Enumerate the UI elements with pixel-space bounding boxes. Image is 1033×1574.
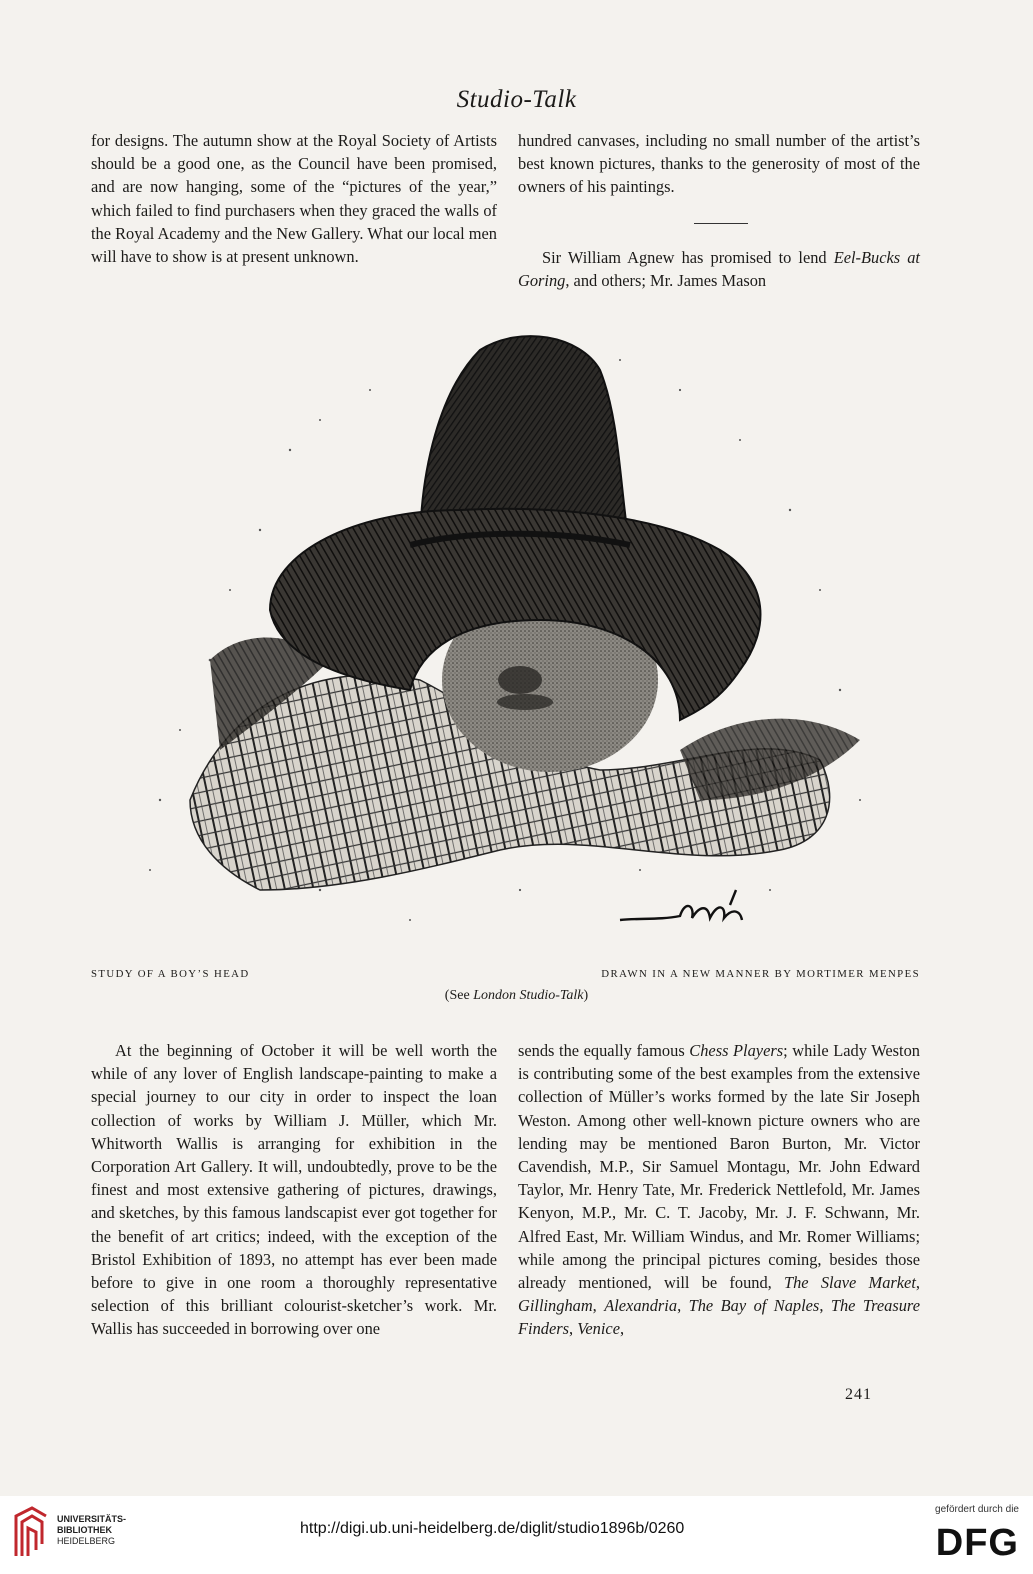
paragraph: sends the equally famous Chess Players; while Lady Weston is contributing some of the best examples from the extensive collection of Müller’s works formed by the late Sir Joseph Weston. Among other well-known picture owners who are lending may be mentioned Baron Burton, Mr. Victor Cavendish, M.P., Sir Samuel Montagu, Mr. John Edward Taylor, Mr. Henry Tate, Mr. Frederick Nettlefold, Mr. James Kenyon, M.P., Mr. C. T. Jacoby, Mr. J. F. Schwann, Mr. Alfred East, Mr. William Windus, and Mr. Romer Williams; while among the principal pictures coming, besides those already mentioned, will be found, The Slave Market, Gillingham, Alexandria, The Bay of Naples, The Treasure Finders, Venice, — [518, 1041, 920, 1339]
page-number: 241 — [845, 1386, 872, 1403]
figure-caption-title: STUDY OF A BOY’S HEAD — [91, 968, 250, 980]
figure-cross-reference — [0, 988, 1033, 1004]
viewer-footer — [0, 1496, 1033, 1574]
figure-caption-credit: DRAWN IN A NEW MANNER BY MORTIMER MENPES — [601, 968, 920, 980]
text-run: , and others; Mr. James Mason — [565, 271, 767, 291]
permalink-url[interactable]: http://digi.ub.uni-heidelberg.de/diglit/studio1896b/0260 — [300, 1520, 685, 1537]
sponsor-label: gefördert durch die — [935, 1504, 1019, 1515]
paragraph — [518, 246, 920, 292]
paragraph: for designs. The autumn show at the Royal Society of Artists should be a good one, as the Council have been promised, and are now hanging, some of the “pictures of the year,” which failed to find purchasers when they graced the walls of the Royal Academy and the New Gallery. What our local men will have to show is at present unknown. — [91, 131, 497, 267]
boy-head-drawing — [120, 330, 880, 950]
column-bottom-left — [91, 1039, 497, 1341]
column-top-left — [91, 129, 497, 268]
column-top-right-second-paragraph — [518, 246, 920, 292]
text-run: (See — [444, 988, 474, 1003]
running-head: Studio-Talk — [456, 86, 577, 113]
italic-reference: London Studio-Talk — [473, 988, 584, 1003]
paragraph: At the beginning of October it will be well worth the while of any lover of English landscape-painting to make a special journey to our city in order to inspect the loan collection of works by William J. Müller, which Mr. Whitworth Wallis is arranging for exhibition in the Corporation Art Gallery. It will, undoubtedly, prove to be the finest and most extensive gathering of pictures, drawings, and sketches, by this famous landscapist ever got together for the benefit of art critics; indeed, with the exception of the Bristol Exhibition of 1893, no attempt has ever been made before to give in one room a thoroughly representative selection of this brilliant colourist-sketcher’s work. Mr. Wallis has succeeded in borrowing over one — [91, 1041, 497, 1339]
text-run: Sir William Agnew has promised to lend — [542, 248, 834, 267]
library-name: UNIVERSITÄTS- BIBLIOTHEK HEIDELBERG — [57, 1514, 127, 1546]
column-bottom-right — [518, 1039, 920, 1341]
section-divider — [694, 223, 748, 224]
illustration-boy-head — [120, 330, 880, 950]
paragraph: hundred canvases, including no small number of the artist’s best known pictures, thanks to the generosity of most of the owners of his paintings. — [518, 131, 920, 197]
italic-title: Eel-Bucks at Goring — [518, 248, 920, 291]
column-top-right — [518, 129, 920, 199]
artist-signature — [620, 890, 742, 920]
university-library-logo-icon — [12, 1506, 50, 1562]
dfg-logo: DFG — [935, 1522, 1019, 1564]
text-run: ) — [583, 988, 589, 1003]
